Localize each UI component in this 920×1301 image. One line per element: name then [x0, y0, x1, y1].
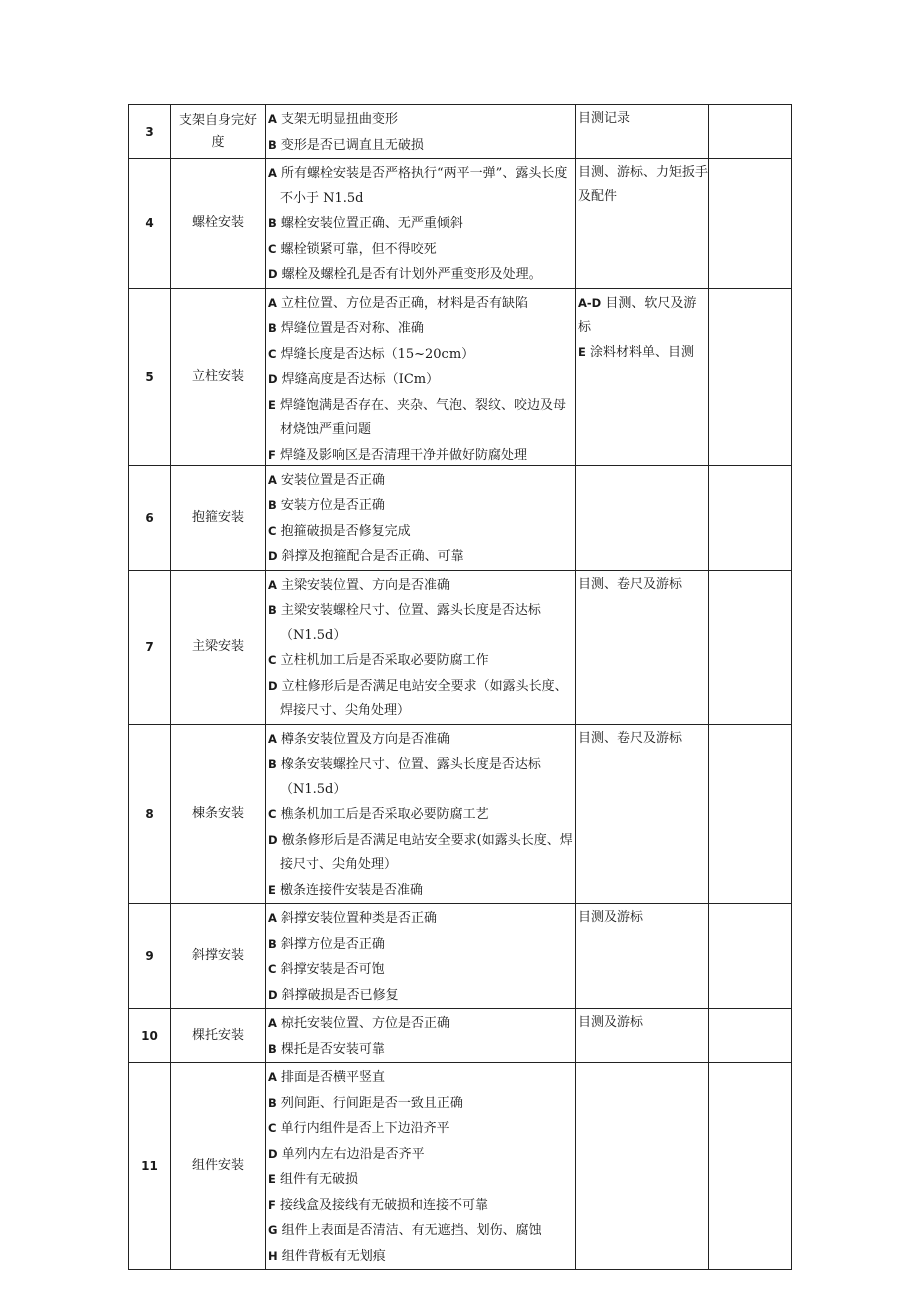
check-method	[576, 465, 709, 570]
inspection-item: 组件安装	[171, 1063, 266, 1270]
table-row	[129, 1063, 792, 1270]
check-method: 目测及游标	[576, 1009, 709, 1063]
requirement-text: 立柱修形后是否满足电站安全要求（如露头长度、焊接尺寸、尖角处理）	[277, 678, 568, 718]
requirement-letter: C	[268, 1121, 277, 1135]
requirement-line	[268, 1011, 575, 1037]
table-row	[129, 159, 792, 289]
record-cell	[709, 570, 792, 724]
requirement-line	[268, 468, 575, 494]
requirement-letter: B	[268, 321, 277, 335]
record-cell	[709, 159, 792, 289]
requirement-line	[268, 393, 575, 443]
requirements-cell	[266, 904, 576, 1009]
check-method	[576, 1063, 709, 1270]
requirement-letter: A	[268, 112, 277, 126]
requirements-list	[268, 1065, 575, 1269]
record-cell	[709, 1063, 792, 1270]
requirement-letter: B	[268, 137, 277, 152]
requirements-cell	[266, 570, 576, 724]
inspection-item: 斜撑安装	[171, 904, 266, 1009]
requirement-letter: C	[268, 523, 277, 538]
requirement-line	[268, 211, 575, 237]
record-cell	[709, 288, 792, 465]
requirement-line	[268, 932, 575, 958]
requirement-line	[268, 573, 575, 599]
table-row	[129, 288, 792, 465]
requirement-line	[268, 237, 575, 263]
requirement-letter: A	[268, 731, 277, 746]
requirement-line	[268, 133, 575, 159]
requirements-cell	[266, 724, 576, 904]
requirements-list	[268, 291, 575, 463]
requirement-text: 单列内左右边沿是否齐平	[277, 1146, 425, 1162]
requirement-text: 焊缝饱满是否存在、夹杂、气泡、裂纹、咬边及母材烧蚀严重问题	[275, 397, 566, 437]
check-method: 目测、卷尺及游标	[576, 724, 709, 904]
requirements-cell	[266, 105, 576, 159]
requirement-line	[268, 1116, 575, 1142]
requirement-text: 螺栓及螺栓孔是否有计划外严重变形及处理。	[277, 267, 542, 282]
requirement-line	[268, 519, 575, 545]
table-row	[129, 105, 792, 159]
requirement-text: 橡条安装螺拴尺寸、位置、露头长度是否达标（N1.5d）	[276, 757, 541, 797]
requirement-letter: H	[268, 1248, 278, 1263]
requirement-text: 主梁安装位置、方向是否准确	[276, 577, 451, 593]
requirement-text: 排面是否横平竖直	[276, 1070, 386, 1085]
record-cell	[709, 105, 792, 159]
requirements-list	[268, 107, 575, 158]
requirement-text: 安装方位是否正确	[276, 498, 385, 513]
requirements-cell	[266, 1009, 576, 1063]
requirement-text: 檄条修形后是否满足电站安全要求(如露头长度、焊接尺寸、尖角处理）	[277, 832, 573, 872]
table-row	[129, 570, 792, 724]
inspection-item: 立柱安装	[171, 288, 266, 465]
requirement-line	[268, 1142, 575, 1168]
requirements-list	[268, 1011, 575, 1062]
row-number: 8	[129, 724, 171, 904]
requirement-line	[268, 161, 575, 211]
requirement-text: 螺栓锁紧可靠，但不得咬死	[276, 241, 437, 257]
requirement-letter: B	[268, 216, 277, 230]
requirement-text: 主梁安装螺栓尺寸、位置、露头长度是否达标（N1.5d）	[276, 603, 541, 643]
requirement-text: 安装位置是否正确	[276, 472, 386, 488]
requirement-text: 接线盒及接线有无破损和连接不可靠	[275, 1197, 488, 1213]
requirements-cell	[266, 288, 576, 465]
requirement-letter: B	[268, 936, 277, 951]
row-number: 5	[129, 288, 171, 465]
check-method: 目测记录	[576, 105, 709, 159]
requirement-line	[268, 1091, 575, 1117]
row-number: 3	[129, 105, 171, 159]
requirement-letter: A	[268, 577, 277, 592]
requirement-letter: D	[268, 549, 278, 563]
requirement-text: 檄条连接件安装是否准确	[275, 882, 423, 898]
requirement-text: 焊缝高度是否达标（ICm）	[277, 372, 440, 387]
requirement-line	[268, 878, 575, 904]
requirement-letter: D	[268, 832, 278, 847]
requirement-text: 樵条机加工后是否采取必要防腐工艺	[276, 807, 489, 822]
requirement-text: 椋托安装位置、方位是否正确	[276, 1016, 451, 1031]
requirements-cell	[266, 465, 576, 570]
requirement-text: 组件上表面是否清洁、有无遮挡、划伤、腐蚀	[277, 1223, 542, 1238]
requirement-line	[268, 107, 575, 133]
method-text: 涂料材料单、目测	[585, 344, 694, 360]
inspection-table	[128, 104, 792, 1270]
requirement-text: 斜撑方位是否正确	[276, 936, 385, 952]
record-cell	[709, 724, 792, 904]
row-number: 6	[129, 465, 171, 570]
requirement-letter: E	[268, 1172, 276, 1186]
requirement-line	[268, 598, 575, 648]
requirement-text: 变形是否已调直且无破损	[276, 137, 424, 153]
requirement-text: 抱箍破损是否修复完成	[276, 523, 411, 539]
requirement-letter: C	[268, 653, 277, 667]
requirement-text: 列间距、行间距是否一致且正确	[276, 1095, 463, 1111]
requirement-letter: C	[268, 962, 277, 976]
requirement-line	[268, 828, 575, 878]
requirements-list	[268, 906, 575, 1008]
requirement-letter: C	[268, 807, 277, 821]
inspection-item: 主梁安装	[171, 570, 266, 724]
requirement-text: 立柱机加工后是否采取必要防腐工作	[276, 653, 489, 668]
requirement-text: 单行内组件是否上下边沿齐平	[276, 1121, 450, 1136]
requirement-text: 组件背板有无划痕	[277, 1248, 386, 1264]
requirement-text: 棵托是否安装可靠	[276, 1041, 385, 1057]
requirement-letter: B	[268, 1095, 277, 1110]
requirement-letter: A	[268, 295, 277, 310]
inspection-item: 螺栓安装	[171, 159, 266, 289]
row-number: 11	[129, 1063, 171, 1270]
requirement-letter: D	[268, 987, 278, 1002]
requirement-text: 焊缝长度是否达标（15~20cm）	[276, 346, 475, 362]
record-cell	[709, 1009, 792, 1063]
requirement-line	[268, 727, 575, 753]
requirement-line	[268, 1167, 575, 1193]
requirement-letter: A	[268, 911, 277, 925]
requirement-letter: B	[268, 603, 277, 617]
requirement-letter: F	[268, 447, 276, 462]
check-method: 目测、游标、力矩扳手及配件	[576, 159, 709, 289]
method-line	[578, 340, 708, 365]
requirements-cell	[266, 1063, 576, 1270]
table-row	[129, 1009, 792, 1063]
requirement-letter: E	[268, 882, 276, 897]
record-cell	[709, 904, 792, 1009]
requirement-letter: C	[268, 241, 277, 256]
row-number: 9	[129, 904, 171, 1009]
row-number: 10	[129, 1009, 171, 1063]
method-letter: A-D	[578, 295, 602, 310]
requirement-letter: B	[268, 757, 277, 771]
row-number: 7	[129, 570, 171, 724]
check-method: 目测及游标	[576, 904, 709, 1009]
method-letter: E	[578, 344, 586, 359]
requirement-letter: D	[268, 678, 278, 693]
requirement-line	[268, 1244, 575, 1270]
requirement-line	[268, 906, 575, 932]
requirement-letter: D	[268, 267, 278, 281]
requirements-list	[268, 573, 575, 724]
requirement-letter: A	[268, 1070, 277, 1084]
requirement-line	[268, 674, 575, 724]
table-row	[129, 724, 792, 904]
requirement-letter: D	[268, 372, 278, 386]
requirement-text: 樽条安装位置及方向是否准确	[276, 731, 451, 747]
requirements-cell	[266, 159, 576, 289]
requirement-letter: F	[268, 1197, 276, 1212]
table-row	[129, 904, 792, 1009]
requirement-line	[268, 367, 575, 393]
requirement-line	[268, 1037, 575, 1063]
requirement-line	[268, 544, 575, 570]
requirement-line	[268, 493, 575, 519]
requirement-line	[268, 1193, 575, 1219]
method-line	[578, 291, 708, 340]
requirement-text: 斜撑安装位置种类是否正确	[276, 911, 438, 926]
requirement-line	[268, 291, 575, 317]
requirement-text: 焊缝位置是否对称、准确	[276, 321, 424, 336]
inspection-item: 棵托安装	[171, 1009, 266, 1063]
requirement-letter: A	[268, 472, 277, 487]
requirement-line	[268, 316, 575, 342]
requirement-line	[268, 1218, 575, 1244]
requirement-letter: E	[268, 397, 276, 412]
record-cell	[709, 465, 792, 570]
requirement-text: 所有螺栓安装是否严格执行“两平一弹”、露头长度不小于 N1.5d	[276, 166, 568, 206]
requirement-letter: C	[268, 346, 277, 361]
requirement-text: 螺栓安装位置正确、无严重倾斜	[276, 216, 463, 231]
requirement-line	[268, 648, 575, 674]
requirement-text: 支架无明显扭曲变形	[276, 112, 399, 127]
requirement-line	[268, 1065, 575, 1091]
table-body	[129, 105, 792, 1270]
requirement-line	[268, 957, 575, 983]
requirement-text: 焊缝及影响区是否清理干净并做好防腐处理	[275, 447, 527, 463]
table-row	[129, 465, 792, 570]
inspection-item: 支架自身完好度	[171, 105, 266, 159]
requirement-text: 斜撑安装是否可饱	[276, 962, 385, 977]
requirements-list	[268, 161, 575, 288]
requirements-list	[268, 727, 575, 904]
inspection-item: 棟条安装	[171, 724, 266, 904]
requirement-text: 斜撑及抱箍配合是否正确、可靠	[277, 549, 464, 564]
requirement-line	[268, 342, 575, 368]
requirement-line	[268, 752, 575, 802]
requirement-letter: G	[268, 1223, 278, 1237]
row-number: 4	[129, 159, 171, 289]
check-method	[576, 288, 709, 465]
requirement-letter: B	[268, 1041, 277, 1056]
requirement-line	[268, 983, 575, 1009]
requirement-letter: A	[268, 166, 277, 180]
requirement-text: 组件有无破损	[275, 1172, 358, 1187]
inspection-item: 抱箍安装	[171, 465, 266, 570]
requirement-letter: B	[268, 498, 277, 512]
requirements-list	[268, 468, 575, 570]
check-method: 目测、卷尺及游标	[576, 570, 709, 724]
method-text: 目测、软尺及游标	[578, 295, 697, 335]
requirement-text: 斜撑破损是否已修复	[277, 987, 399, 1003]
requirement-line	[268, 802, 575, 828]
requirement-letter: A	[268, 1016, 277, 1030]
requirement-letter: D	[268, 1146, 278, 1161]
requirement-text: 立柱位置、方位是否正确，材料是否有缺陷	[276, 295, 529, 311]
requirement-line	[268, 262, 575, 288]
